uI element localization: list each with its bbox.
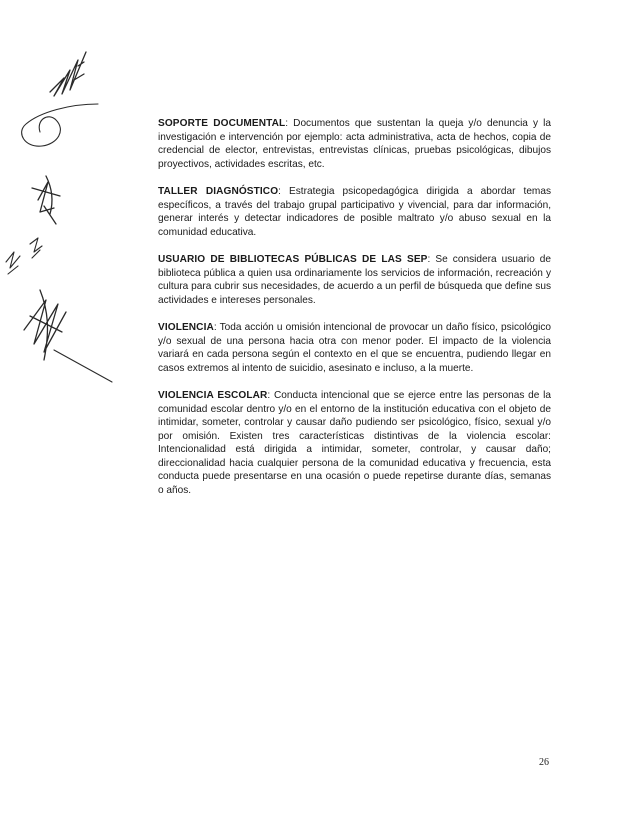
entry-definition: Documentos que sustentan la queja y/o denuncia y la investigación e intervención por ejemplo: acta administrativa, acta de hechos, copia de credencial de elector, entrevistas, entrevistas clínicas, pruebas psicológicas, dibujos proyectivos, actividades escritas, etc. <box>158 118 551 170</box>
entry-definition: Toda acción u omisión intencional de provocar un daño físico, psicológico y/o sexual de una persona hacia otra con menor poder. El impacto de la violencia variará en cada persona según el contexto en el que se encuentra, pudiendo llegar en casos extremos al intento de suicidio, asesinato e incluso, a la muerte. <box>158 322 551 374</box>
glossary-entry <box>158 389 551 497</box>
entry-definition: Se considera usuario de biblioteca pública a quien usa ordinariamente los servicios de información, recreación y cultura para cubrir sus necesidades, de acuerdo a un perfil de búsqueda que define sus actividades e intereses personales. <box>158 254 552 306</box>
handwritten-signature <box>24 290 112 382</box>
glossary-entry <box>158 321 551 375</box>
handwritten-signature <box>22 52 98 146</box>
entry-separator: : <box>267 390 275 401</box>
entry-definition: Conducta intencional que se ejerce entre las personas de la comunidad escolar dentro y/o en el entorno de la institución educativa con el objeto de intimidar, someter, controlar y causar daño pudiendo ser psicológico, físico, sexual y/o por omisión. Existen tres características distintivas de la violencia escolar: Intencionalidad está dirigida a intimidar, someter, controlar, y causar daño; direccionalidad hacia cualquier persona de la comunidad educativa y frecuencia, esta conducta puede presentarse en una ocasión o puede repetirse durante días, semanas o años. <box>158 390 552 496</box>
entry-term: SOPORTE DOCUMENTAL <box>158 118 286 129</box>
entry-term: USUARIO DE BIBLIOTECAS PÚBLICAS DE LAS SEP <box>158 254 428 265</box>
handwritten-initials <box>30 238 42 258</box>
page-number: 26 <box>539 757 549 768</box>
entry-separator: : <box>213 322 220 333</box>
entry-separator: : <box>285 118 294 129</box>
entry-separator: : <box>427 254 436 265</box>
entry-term: VIOLENCIA <box>158 322 214 333</box>
margin-signatures <box>0 0 160 400</box>
glossary-entry <box>158 253 551 307</box>
handwritten-initials <box>6 252 20 274</box>
glossary-entry <box>158 117 551 171</box>
glossary-entry <box>158 185 551 239</box>
entry-separator: : <box>278 186 290 197</box>
entry-term: VIOLENCIA ESCOLAR <box>158 390 268 401</box>
entry-definition: Estrategia psicopedagógica dirigida a abordar temas específicos, a través del trabajo grupal participativo y vivencial, para dar información, generar interés y detectar indicadores de posible maltrato y/o abuso sexual en la comunidad educativa. <box>158 186 552 238</box>
glossary <box>158 117 551 511</box>
entry-term: TALLER DIAGNÓSTICO <box>158 186 279 197</box>
handwritten-initials <box>32 176 60 224</box>
